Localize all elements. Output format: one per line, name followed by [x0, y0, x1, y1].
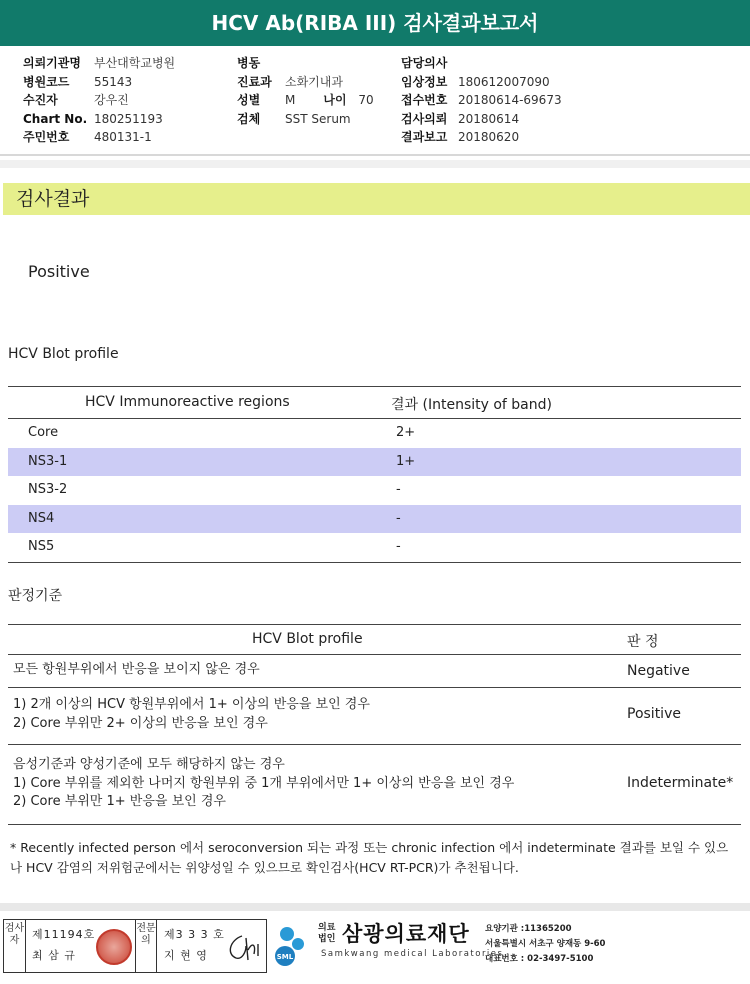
org-phone: 대표번호 : 02-3497-5100 — [485, 954, 594, 964]
info-row — [401, 73, 562, 92]
specimen-label: 검체 — [237, 111, 261, 126]
divider — [0, 903, 750, 911]
tester-name: 최 삼 규 — [32, 949, 76, 962]
criteria-line: 1) Core 부위를 제외한 나머지 항원부위 중 1개 부위에서만 1+ 이상의 반응을 보인 경우 — [13, 775, 515, 791]
specialist-license: 제3 3 3 호 — [164, 928, 225, 941]
info-row — [237, 54, 374, 73]
org-name-en: Samkwang medical Laboratories — [321, 949, 504, 959]
info-label: 의뢰기관명 — [23, 56, 81, 70]
criteria-line: 2) Core 부위만 1+ 반응을 보인 경우 — [13, 794, 226, 809]
table-row — [8, 448, 741, 477]
age-value: 70 — [358, 93, 374, 107]
org-code: 요양기관 :11365200 — [485, 924, 572, 934]
table-row — [8, 655, 741, 688]
info-label: 수진자 — [23, 93, 58, 107]
info-label: 임상정보 — [401, 74, 448, 89]
info-row — [237, 91, 374, 110]
table-row — [8, 745, 741, 825]
region-cell: NS3-2 — [28, 482, 68, 497]
info-label: Chart No. — [23, 111, 88, 126]
sex-label: 성별 — [237, 93, 261, 107]
test-result: Positive — [28, 262, 90, 281]
info-row — [23, 91, 175, 110]
patient-info-col3 — [401, 54, 562, 147]
result-cell: - — [396, 539, 401, 554]
table-header — [8, 625, 741, 655]
info-label: 병원코드 — [23, 74, 70, 89]
info-row — [23, 110, 175, 129]
result-cell: 1+ — [396, 453, 416, 469]
sex-value: M — [285, 93, 296, 107]
info-row — [23, 73, 175, 92]
info-row — [401, 91, 562, 110]
table-row — [8, 476, 741, 505]
logo-text: SML — [276, 953, 294, 961]
org-name: 삼광의료재단 — [342, 922, 470, 946]
criteria-title: 판정기준 — [8, 588, 63, 604]
info-row — [401, 110, 562, 129]
table-row — [8, 419, 741, 448]
info-row — [237, 73, 374, 92]
info-row — [23, 128, 175, 147]
header-judge: 판 정 — [627, 634, 659, 650]
report-title: HCV Ab(RIBA III) 검사결과보고서 — [0, 0, 750, 46]
criteria-line: 2) Core 부위만 2+ 이상의 반응을 보인 경우 — [13, 715, 268, 731]
info-value: 강우진 — [94, 93, 129, 107]
org-info — [485, 922, 605, 967]
signature-box — [3, 919, 267, 973]
footnote: * Recently infected person 에서 seroconversion 되는 과정 또는 chronic infection 에서 indeterminate 결과를 보일 수 있으나 HCV 감염의 저위험군에서는 위양성일 수 있으므로 확인검사(HCV RT-PCR)가 추천됩니다. — [10, 840, 729, 875]
info-value: 180612007090 — [458, 74, 550, 89]
region-cell: NS4 — [28, 510, 55, 526]
header-region: HCV Immunoreactive regions — [85, 394, 290, 410]
region-cell: Core — [28, 425, 59, 440]
info-label: 담당의사 — [401, 56, 448, 70]
info-label: 검사의뢰 — [401, 111, 448, 126]
blot-profile-table — [8, 386, 741, 563]
specialist-label: 전문의 — [135, 920, 157, 972]
criteria-table — [8, 624, 741, 825]
org-type-line: 법인 — [318, 934, 336, 944]
info-row — [401, 54, 562, 73]
criteria-line: 음성기준과 양성기준에 모두 해당하지 않는 경우 — [13, 757, 285, 772]
section-title: 검사결과 — [3, 183, 750, 215]
specimen-value: SST Serum — [285, 111, 351, 126]
info-label: 주민번호 — [23, 130, 70, 144]
region-cell: NS5 — [28, 539, 55, 554]
info-value: 20180614 — [458, 111, 520, 126]
header-profile: HCV Blot profile — [252, 631, 363, 647]
divider — [0, 154, 750, 156]
patient-info-col2 — [237, 54, 374, 128]
info-row — [23, 54, 175, 73]
criteria-line: 1) 2개 이상의 HCV 항원부위에서 1+ 이상의 반응을 보인 경우 — [13, 697, 370, 712]
info-value: 55143 — [94, 74, 133, 89]
criteria-judge: Negative — [627, 663, 690, 679]
table-row — [8, 688, 741, 745]
header-result: 결과 (Intensity of band) — [391, 397, 552, 413]
info-value: 20180620 — [458, 130, 520, 144]
tester-label: 검사자 — [4, 920, 26, 972]
ward-label: 병동 — [237, 56, 261, 70]
criteria-desc — [13, 661, 260, 680]
blot-profile-title: HCV Blot profile — [8, 346, 119, 362]
tester-license: 제11194호 — [32, 928, 96, 941]
org-type — [318, 923, 335, 945]
criteria-judge: Positive — [627, 706, 681, 722]
criteria-desc — [13, 756, 514, 812]
info-row — [237, 110, 374, 129]
table-row — [8, 533, 741, 562]
criteria-line: 모든 항원부위에서 반응을 보이지 않은 경우 — [13, 662, 260, 677]
info-value: 180251193 — [94, 111, 163, 126]
org-type-line: 의료 — [318, 923, 336, 933]
signature-icon — [224, 932, 264, 964]
criteria-judge: Indeterminate* — [627, 775, 734, 791]
info-label: 결과보고 — [401, 130, 448, 144]
info-label: 접수번호 — [401, 93, 448, 107]
info-row — [401, 128, 562, 147]
result-cell: - — [396, 482, 401, 497]
divider — [0, 160, 750, 168]
org-address: 서울특별시 서초구 양재동 9-60 — [485, 939, 606, 949]
specialist-name: 지 현 영 — [164, 949, 208, 962]
patient-info-col1 — [23, 54, 175, 147]
dept-value: 소화기내과 — [285, 74, 343, 89]
info-value: 480131-1 — [94, 130, 152, 144]
region-cell: NS3-1 — [28, 453, 68, 469]
table-row — [8, 505, 741, 534]
info-value: 20180614-69673 — [458, 93, 562, 107]
info-value: 부산대학교병원 — [94, 56, 176, 70]
seal-icon — [96, 929, 132, 965]
criteria-desc — [13, 696, 370, 733]
result-cell: - — [396, 510, 401, 526]
result-cell: 2+ — [396, 425, 416, 440]
sml-logo-icon — [271, 922, 313, 968]
table-header — [8, 387, 741, 419]
age-label: 나이 — [323, 93, 347, 107]
dept-label: 진료과 — [237, 74, 272, 89]
